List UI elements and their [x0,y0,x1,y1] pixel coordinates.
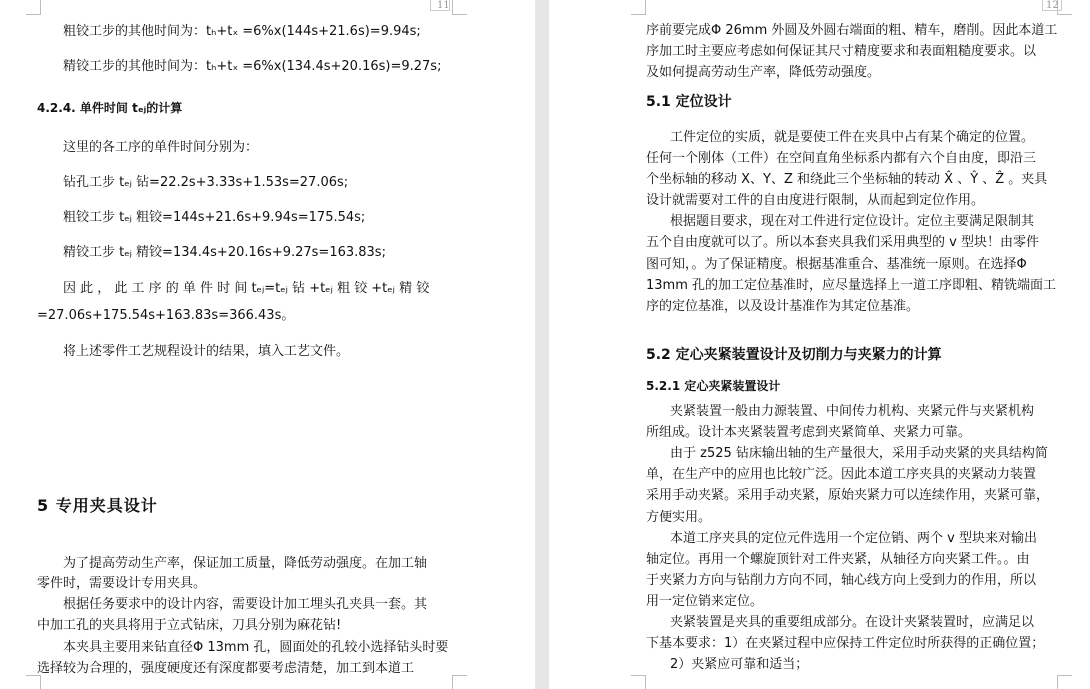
text-line: 根据题目要求，现在对工件进行定位设计。定位主要满足限制其 [670,214,1035,229]
text-line: 选择较为合理的，强度硬度还有深度都要考虑清楚，加工到本道工 [37,661,415,676]
section-heading: 5.1 定位设计 [646,94,732,110]
text-line: 夹紧装置一般由力源装置、中间传力机构、夹紧元件与夹紧机构 [670,404,1035,419]
text-line: 图可知，。为了保证精度。根据基准重合、基准统一原则。在选择Φ [646,257,1027,272]
text-line: 粗铰工步 tₑⱼ 粗铰=144s+21.6s+9.94s=175.54s; [63,210,366,225]
text-line: 及如何提高劳动生产率，降低劳动强度。 [646,65,881,80]
text-line: 采用手动夹紧。采用手动夹紧，原始夹紧力可以连续作用，夹紧可靠， [646,488,1050,503]
page-number: 12 [1046,0,1059,11]
crop-mark-bottom-left [26,675,41,689]
text-line: 零件时，需要设计专用夹具。 [37,576,207,591]
text-line: 这里的各工序的单件时间分别为： [63,140,259,155]
text-line: 序加工时主要应考虑如何保证其尺寸精度要求和表面粗糙度要求。以 [646,44,1037,59]
text-line: 夹紧装置是夹具的重要组成部分。在设计夹紧装置时，应满足以 [670,615,1035,630]
text-line: 精铰工步的其他时间为：tₕ+tₓ =6%x(134.4s+20.16s)=9.27s; [63,59,442,74]
text-line: 五个自由度就可以了。所以本套夹具我们采用典型的 v 型块！由零件 [646,235,1039,250]
section-heading: 4.2.4. 单件时间 tₑⱼ的计算 [37,101,183,115]
crop-mark-bottom-left [631,675,646,689]
text-line: 序的定位基准，以及设计基准作为其定位基准。 [646,299,920,314]
text-line: 方便实用。 [646,510,712,525]
text-line: 因 此 ， 此 工 序 的 单 件 时 间 tₑⱼ=tₑⱼ 钻 +tₑⱼ 粗 铰 +tₑⱼ 精 铰 [63,281,430,296]
subsection-heading: 5.2.1 定心夹紧装置设计 [646,379,781,393]
chapter-heading: 5 专用夹具设计 [37,496,158,515]
text-line: 个坐标轴的移动 X、Y、Z 和绕此三个坐标轴的转动 X̂ 、Ŷ 、Ẑ 。夹具 [646,172,1048,187]
document-page-right [549,0,1090,689]
text-line: 将上述零件工艺规程设计的结果，填入工艺文件。 [63,344,350,359]
text-line: 轴定位。再用一个螺旋顶针对工件夹紧，从轴径方向夹紧工件。。由 [646,552,1030,567]
document-page-left [0,0,535,689]
crop-mark-top-right [452,0,467,15]
page-gutter [535,0,549,689]
section-heading: 5.2 定心夹紧装置设计及切削力与夹紧力的计算 [646,347,942,363]
text-line: 13mm 孔的加工定位基准时，应尽量选择上一道工序即粗、精铣端面工 [646,278,1057,293]
text-line: 粗铰工步的其他时间为：tₕ+tₓ =6%x(144s+21.6s)=9.94s; [63,24,421,39]
text-line: 根据任务要求中的设计内容，需要设计加工埋头孔夹具一套。其 [63,597,428,612]
crop-mark-top-left [26,0,41,15]
text-line: 下基本要求：1）在夹紧过程中应保持工件定位时所获得的正确位置； [646,636,1045,651]
text-line: 于夹紧力方向与钻削力方向不同，轴心线方向上受到力的作用，所以 [646,573,1037,588]
text-line: 设计就需要对工件的自由度进行限制，从而起到定位作用。 [646,193,985,208]
page-number: 11 [437,0,450,11]
text-line: 所组成。设计本夹紧装置考虑到夹紧简单、夹紧力可靠。 [646,425,972,440]
text-line: 本道工序夹具的定位元件选用一个定位销、两个 v 型块来对输出 [670,531,1037,546]
crop-mark-top-left [631,0,646,15]
text-line: 单，在生产中的应用也比较广泛。因此本道工序夹具的夹紧动力装置 [646,467,1037,482]
text-line: 为了提高劳动生产率，保证加工质量，降低劳动强度。在加工轴 [63,556,428,571]
text-line: 任何一个刚体（工件）在空间直角坐标系内都有六个自由度，即沿三 [646,151,1037,166]
text-line: 工件定位的实质，就是要使工件在夹具中占有某个确定的位置。 [670,130,1035,145]
text-line: 2）夹紧应可靠和适当； [670,657,809,672]
text-line: 本夹具主要用来钻直径Φ 13mm 孔，圆面处的孔较小选择钻头时要 [63,640,449,655]
text-line: 精铰工步 tₑⱼ 精铰=134.4s+20.16s+9.27s=163.83s; [63,245,386,260]
text-line: 用一定位销来定位。 [646,594,764,609]
text-line: 钻孔工步 tₑⱼ 钻=22.2s+3.33s+1.53s=27.06s; [63,175,349,190]
text-line: =27.06s+175.54s+163.83s=366.43s。 [37,308,295,323]
crop-mark-bottom-right [452,675,467,689]
text-line: 序前要完成Φ 26mm 外圆及外圆右端面的粗、精车，磨削。因此本道工 [646,23,1058,38]
text-line: 由于 z525 钻床输出轴的生产量很大，采用手动夹紧的夹具结构简 [670,446,1048,461]
text-line: 中加工孔的夹具将用于立式钻床，刀具分别为麻花钻! [37,618,342,633]
crop-mark-bottom-right [1057,675,1072,689]
